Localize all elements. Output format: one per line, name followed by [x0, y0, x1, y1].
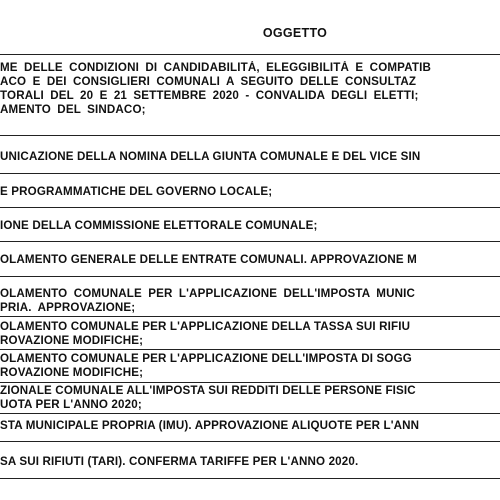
agenda-item-9-line-2: UOTA PER L'ANNO 2020; [0, 398, 142, 411]
divider-line [0, 441, 500, 442]
divider-line [0, 349, 500, 350]
divider-line [0, 54, 500, 55]
agenda-item-7-line-1: OLAMENTO COMUNALE PER L'APPLICAZIONE DELLA TASSA SUI RIFIU [0, 320, 411, 333]
divider-line [0, 478, 500, 479]
agenda-item-1-line-2: ACO E DEI CONSIGLIERI COMUNALI A SEGUITO DELLE CONSULTAZ [0, 75, 417, 88]
agenda-item-5-line-1: OLAMENTO GENERALE DELLE ENTRATE COMUNALI. APPROVAZIONE M [0, 253, 417, 266]
agenda-item-8-line-1: OLAMENTO COMUNALE PER L'APPLICAZIONE DELL'IMPOSTA DI SOGG [0, 352, 412, 365]
agenda-item-10 [0, 419, 500, 433]
agenda-item-9-line-1: ZIONALE COMUNALE ALL'IMPOSTA SUI REDDITI DELLE PERSONE FISIC [0, 384, 416, 397]
agenda-item-6-line-1: OLAMENTO COMUNALE PER L'APPLICAZIONE DELL'IMPOSTA MUNIC [0, 287, 416, 300]
agenda-item-10-line-1: STA MUNICIPALE PROPRIA (IMU). APPROVAZIONE ALIQUOTE PER L'ANN [0, 419, 420, 432]
agenda-item-9 [0, 384, 500, 412]
divider-line [0, 382, 500, 383]
divider-line [0, 135, 500, 136]
agenda-item-2-line-1: UNICAZIONE DELLA NOMINA DELLA GIUNTA COMUNALE E DEL VICE SIN [0, 150, 421, 163]
agenda-item-4 [0, 219, 500, 233]
agenda-item-1-line-1: ME DELLE CONDIZIONI DI CANDIDABILITÀ, ELEGGIBILITÀ E COMPATIB [0, 61, 431, 74]
divider-line [0, 207, 500, 208]
agenda-item-7-line-2: ROVAZIONE MODIFICHE; [0, 334, 144, 347]
agenda-item-2 [0, 150, 500, 164]
agenda-item-6 [0, 287, 500, 315]
divider-line [0, 276, 500, 277]
agenda-item-4-line-1: IONE DELLA COMMISSIONE ELETTORALE COMUNALE; [0, 219, 318, 232]
agenda-item-8 [0, 352, 500, 380]
agenda-item-7 [0, 320, 500, 348]
column-header-oggetto: OGGETTO [262, 26, 328, 40]
agenda-item-8-line-2: ROVAZIONE MODIFICHE; [0, 366, 144, 379]
agenda-item-1 [0, 61, 500, 117]
agenda-item-1-line-4: AMENTO DEL SINDACO; [0, 103, 146, 116]
agenda-item-3 [0, 185, 500, 199]
agenda-item-6-line-2: PRIA. APPROVAZIONE; [0, 301, 136, 314]
divider-line [0, 316, 500, 317]
agenda-item-11-line-1: SA SUI RIFIUTI (TARI). CONFERMA TARIFFE PER L'ANNO 2020. [0, 455, 359, 468]
agenda-item-1-line-3: TORALI DEL 20 E 21 SETTEMBRE 2020 - CONVALIDA DEGLI ELETTI; [0, 89, 419, 102]
agenda-item-3-line-1: E PROGRAMMATICHE DEL GOVERNO LOCALE; [0, 185, 273, 198]
agenda-item-11 [0, 455, 500, 469]
divider-line [0, 241, 500, 242]
divider-line [0, 413, 500, 414]
divider-line [0, 173, 500, 174]
agenda-item-5 [0, 253, 500, 267]
